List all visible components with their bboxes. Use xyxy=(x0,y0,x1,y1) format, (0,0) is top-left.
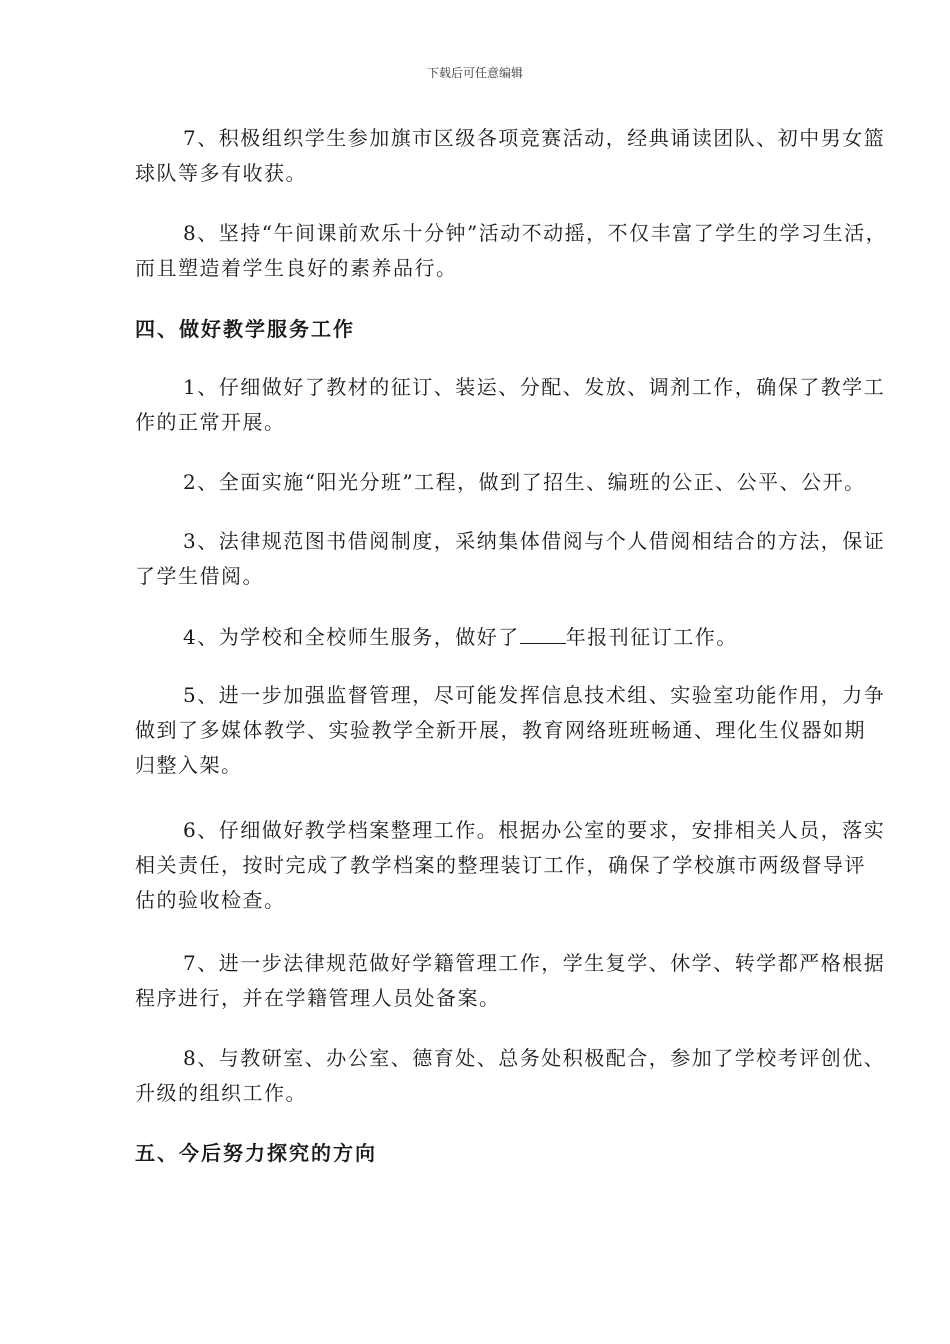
section-heading-4: 四、做好教学服务工作 xyxy=(135,317,355,341)
paragraph-6-archives xyxy=(87,813,886,918)
paragraph-line: 8、与教研室、办公室、德育处、总务处积极配合，参加了学校考评创优、 xyxy=(183,1046,886,1070)
paragraph-3-library xyxy=(87,524,886,594)
paragraph-7-student-records xyxy=(87,946,886,1016)
paragraph-line: 7、进一步法律规范做好学籍管理工作，学生复学、休学、转学都严格根据 xyxy=(183,951,886,975)
paragraph-line: 了学生借阅。 xyxy=(135,564,264,588)
paragraph-line: 2、全面实施“阳光分班”工程，做到了招生、编班的公正、公平、公开。 xyxy=(183,470,866,494)
paragraph-4-periodicals xyxy=(87,620,867,655)
fill-in-blank xyxy=(520,625,566,644)
paragraph-line: 升级的组织工作。 xyxy=(135,1081,307,1105)
paragraph-line: 归整入架。 xyxy=(135,753,243,777)
paragraph-line: 作的正常开展。 xyxy=(135,410,286,434)
paragraph-7-competitions xyxy=(87,121,886,191)
paragraph-8-ten-minutes xyxy=(87,216,888,286)
paragraph-line: 程序进行，并在学籍管理人员处备案。 xyxy=(135,986,501,1010)
paragraph-text: 4、为学校和全校师生服务，做好了 xyxy=(183,625,520,649)
paragraph-line: 相关责任，按时完成了教学档案的整理装订工作，确保了学校旗市两级督导评 xyxy=(135,853,866,877)
paragraph-line: 6、仔细做好教学档案整理工作。根据办公室的要求，安排相关人员，落实 xyxy=(183,818,886,842)
paragraph-line: 1、仔细做好了教材的征订、装运、分配、发放、调剂工作，确保了教学工 xyxy=(183,375,886,399)
paragraph-8-cooperation xyxy=(87,1041,886,1111)
paragraph-text: 年报刊征订工作。 xyxy=(565,625,738,649)
paragraph-line xyxy=(87,620,867,655)
paragraph-2-class-assignment xyxy=(87,465,867,500)
paragraph-line: 8、坚持“午间课前欢乐十分钟”活动不动摇，不仅丰富了学生的学习生活， xyxy=(183,221,888,245)
paragraph-line: 做到了多媒体教学、实验教学全新开展，教育网络班班畅通、理化生仪器如期 xyxy=(135,718,866,742)
section-heading-5: 五、今后努力探究的方向 xyxy=(135,1141,377,1165)
paragraph-line: 5、进一步加强监督管理，尽可能发挥信息技术组、实验室功能作用，力争 xyxy=(183,683,886,707)
paragraph-5-supervision xyxy=(87,678,886,783)
header-note: 下载后可任意编辑 xyxy=(426,66,523,80)
paragraph-line: 球队等多有收获。 xyxy=(135,161,307,185)
paragraph-line: 而且塑造着学生良好的素养品行。 xyxy=(135,256,458,280)
paragraph-1-textbooks xyxy=(87,370,886,440)
paragraph-line: 7、积极组织学生参加旗市区级各项竞赛活动，经典诵读团队、初中男女篮 xyxy=(183,126,886,150)
paragraph-line: 3、法律规范图书借阅制度，采纳集体借阅与个人借阅相结合的方法，保证 xyxy=(183,529,886,553)
paragraph-line: 估的验收检查。 xyxy=(135,888,286,912)
